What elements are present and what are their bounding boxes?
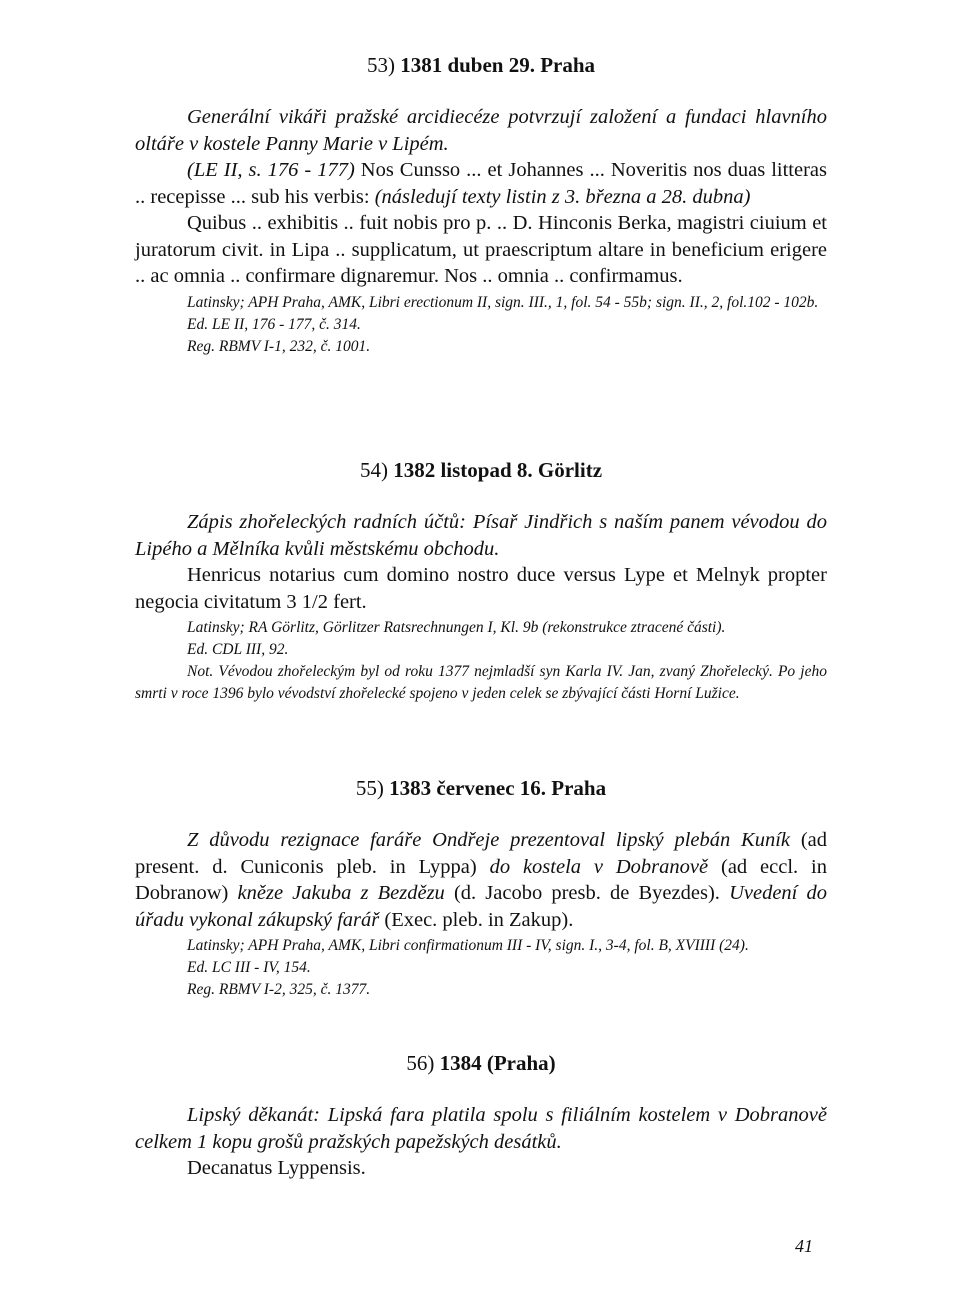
entry-text-continued: Quibus .. exhibitis .. fuit nobis pro p. .. D. Hinconis Berka, magistri ciuium et juratorum civit. in Lipa .. supplicatum, ut praescriptum altare in beneficium erigere .. ac omnia .. confirmare dignaremur. Nos .. omnia .. confirmamus. [135, 212, 827, 287]
entry-edition: Ed. CDL III, 92. [187, 641, 289, 658]
entry-text: Decanatus Lyppensis. [187, 1157, 366, 1179]
page-number: 41 [795, 1236, 813, 1256]
entry-55 [135, 775, 827, 1001]
entry-source: Latinsky; APH Praha, AMK, Libri confirmationum III - IV, sign. I., 3-4, fol. B, XVIIII (24). [187, 937, 749, 954]
entry-edition: Ed. LC III - IV, 154. [187, 959, 311, 976]
document-page [135, 0, 827, 1311]
entry-heading: 56) 1384 (Praha) [406, 1051, 556, 1075]
entry-text: Henricus notarius cum domino nostro duce versus Lype et Melnyk propter negocia civitatum 3 1/2 fert. [135, 564, 827, 613]
entry-heading: 54) 1382 listopad 8. Görlitz [359, 458, 603, 482]
entry-regest: Reg. RBMV I-2, 325, č. 1377. [187, 981, 371, 998]
entry-text: (LE II, s. 176 - 177) Nos Cunsso ... et Johannes ... Noveritis nos duas litteras .. recepisse ... sub his verbis: (následují texty listin z 3. března a 28. dubna) [135, 159, 827, 208]
entry-note: Not. Vévodou zhořeleckým byl od roku 1377 nejmladší syn Karla IV. Jan, zvaný Zhořelecký. Po jeho smrti v roce 1396 bylo vévodství zhořelecké spojeno v jeden celek se zbývající části Horní Lužice. [135, 663, 827, 702]
entry-summary: Lipský děkanát: Lipská fara platila spolu s filiálním kostelem v Dobranově celkem 1 kopu grošů pražských papežských desátků. [135, 1104, 827, 1153]
entry-54 [135, 457, 827, 705]
entry-edition: Ed. LE II, 176 - 177, č. 314. [187, 315, 361, 333]
entry-regest: Reg. RBMV I-1, 232, č. 1001. [187, 337, 371, 355]
entry-summary: Generální vikáři pražské arcidiecéze potvrzují založení a fundaci hlavního oltáře v kostele Panny Marie v Lipém. [135, 106, 827, 155]
entry-summary: Z důvodu rezignace faráře Ondřeje prezentoval lipský plebán Kuník (ad present. d. Cuniconis pleb. in Lyppa) do kostela v Dobranově (ad eccl. in Dobranow) kněze Jakuba z Bezdězu (d. Jacobo presb. de Byezdes). Uvedení do úřadu vykonal zákupský farář (Exec. pleb. in Zakup). [135, 829, 827, 931]
entry-summary: Zápis zhořeleckých radních účtů: Písař Jindřich s naším panem vévodou do Lipého a Mělníka kvůli městskému obchodu. [135, 511, 827, 560]
entry-53 [135, 52, 827, 358]
entry-source: Latinsky; RA Görlitz, Görlitzer Ratsrechnungen I, Kl. 9b (rekonstrukce ztracené části). [187, 619, 726, 636]
entry-heading: 53) 1381 duben 29. Praha [366, 53, 596, 77]
entry-heading: 55) 1383 červenec 16. Praha [355, 776, 607, 800]
entry-56 [135, 1050, 827, 1182]
entry-source: Latinsky; APH Praha, AMK, Libri erectionum II, sign. III., 1, fol. 54 - 55b; sign. II., 2, fol.102 - 102b. [187, 293, 819, 311]
